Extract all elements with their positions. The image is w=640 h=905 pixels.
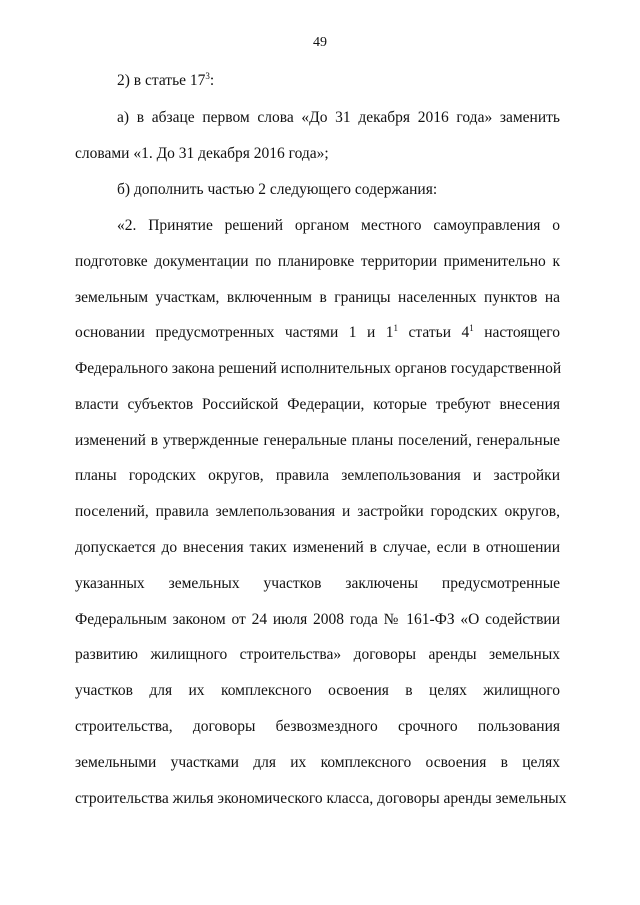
- paragraph-line-11: указанных земельных участков заключены предусмотренные: [75, 575, 560, 592]
- paragraph-line-5: Федерального закона решений исполнительных органов государственной: [75, 360, 562, 377]
- paragraph-line-4-sup-1: 1: [393, 323, 399, 333]
- paragraph-line-9: поселений, правила землепользования и застройки городских округов,: [75, 503, 560, 520]
- item-2-superscript: 3: [205, 71, 210, 81]
- paragraph-line-3: земельным участкам, включенным в границы населенных пунктов на: [75, 289, 560, 306]
- paragraph-line-10: допускается до внесения таких изменений в случае, если в отношении: [75, 539, 560, 556]
- paragraph-line-6: власти субъектов Российской Федерации, которые требуют внесения: [75, 396, 560, 413]
- item-2-suffix: :: [209, 72, 215, 89]
- paragraph-line-15: строительства, договоры безвозмездного срочного пользования: [75, 718, 560, 735]
- paragraph-line-12: Федеральным законом от 24 июля 2008 года № 161-ФЗ «О содействии: [75, 611, 560, 628]
- item-b-line: б) дополнить частью 2 следующего содержания:: [117, 181, 438, 198]
- item-a-line-2: словами «1. До 31 декабря 2016 года»;: [75, 145, 329, 162]
- item-2-text: 2) в статье 17: [117, 72, 206, 89]
- paragraph-line-2: подготовке документации по планировке территории применительно к: [75, 253, 560, 270]
- item-2-heading: [117, 71, 560, 91]
- item-a-line-1: а) в абзаце первом слова «До 31 декабря 2016 года» заменить: [117, 109, 560, 126]
- paragraph-line-8: планы городских округов, правила землепользования и застройки: [75, 467, 560, 484]
- paragraph-line-7: изменений в утвержденные генеральные планы поселений, генеральные: [75, 432, 560, 449]
- page-number: 49: [313, 35, 327, 50]
- paragraph-line-4-start: основании предусмотренных частями 1 и 1: [75, 324, 394, 341]
- paragraph-line-4-end: настоящего: [473, 324, 560, 341]
- paragraph-line-4: [75, 323, 560, 343]
- paragraph-line-4-sup-2: 1: [469, 323, 474, 333]
- paragraph-line-4-mid: статьи 4: [398, 324, 470, 341]
- paragraph-line-17: строительства жилья экономического класса, договоры аренды земельных: [75, 790, 567, 807]
- paragraph-line-14: участков для их комплексного освоения в целях жилищного: [75, 682, 560, 699]
- paragraph-line-1: «2. Принятие решений органом местного самоуправления о: [117, 217, 560, 234]
- paragraph-line-16: земельными участками для их комплексного освоения в целях: [75, 754, 560, 771]
- paragraph-line-13: развитию жилищного строительства» договоры аренды земельных: [75, 646, 560, 663]
